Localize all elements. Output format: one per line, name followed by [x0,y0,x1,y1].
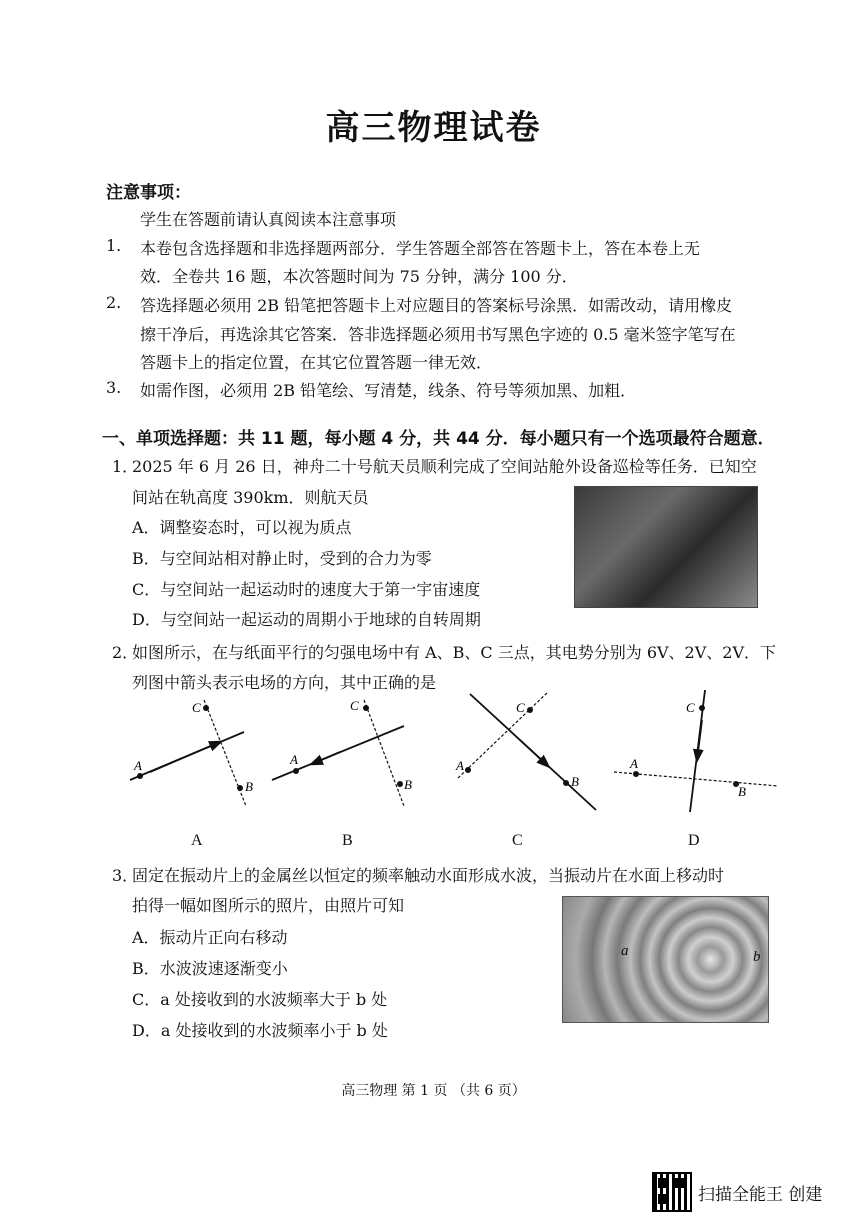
point-label-c: C [350,698,359,713]
point-label-a: A [456,758,464,773]
point-label-c: C [686,700,695,715]
section-heading: 一、单项选择题：共 11 题，每小题 4 分，共 44 分．每小题只有一个选项最符合题意． [102,429,775,449]
q1-stem-line-1: 2025 年 6 月 26 日，神舟二十号航天员顺利完成了空间站舱外设备巡检等任务．已知空 [132,457,757,476]
notice-item-2-num: 2. [106,293,122,312]
notice-item-2-line-1: 答选择题必须用 2B 铅笔把答题卡上对应题目的答案标号涂黑．如需改动，请用橡皮 [140,296,733,315]
notice-item-3-num: 3. [106,378,122,397]
q2-figure-label-a: A [191,832,203,849]
q2-stem-line-2: 列图中箭头表示电场的方向，其中正确的是 [132,673,437,692]
notice-item-1-num: 1. [106,236,122,255]
notice-intro: 学生在答题前请认真阅读本注意事项 [140,210,397,229]
point-label-b: B [245,779,253,794]
q3-stem-line-2: 拍得一幅如图所示的照片，由照片可知 [132,896,405,915]
point-label-a: A [290,752,298,767]
water-wave-photo [562,896,769,1023]
scanner-watermark: 扫描全能王 创建 [698,1185,823,1205]
q2-stem-line-1: 如图所示，在与纸面平行的匀强电场中有 A、B、C 三点，其电势分别为 6V、2V、2V．下 [132,643,777,662]
photo-label-b: b [753,949,761,965]
point-label-b: B [738,784,746,799]
q1-option-b: B．与空间站相对静止时，受到的合力为零 [132,549,432,568]
notice-heading: 注意事项： [106,183,191,203]
page-title: 高三物理试卷 [325,108,542,148]
qr-code-icon [652,1172,692,1212]
point-label-a: A [630,756,638,771]
photo-label-a: a [621,943,629,959]
q3-stem-line-1: 固定在振动片上的金属丝以恒定的频率触动水面形成水波，当振动片在水面上移动时 [132,866,725,885]
q2-figure-label-c: C [512,832,523,849]
q2-diagram-a [130,700,253,806]
q2-field-diagrams [0,690,867,850]
q2-diagram-c [455,692,596,810]
q2-number: 2． [112,643,139,662]
notice-item-2-line-3: 答题卡上的指定位置，在其它位置答题一律无效． [140,353,493,372]
q2-diagram-b [272,698,412,806]
point-label-a: A [134,758,142,773]
q1-option-c: C．与空间站一起运动时的速度大于第一宇宙速度 [132,580,481,599]
q3-option-d: D．a 处接收到的水波频率小于 b 处 [132,1021,388,1040]
notice-item-3-line-1: 如需作图，必须用 2B 铅笔绘、写清楚，线条、符号等须加黑、加粗． [140,381,637,400]
q1-option-d: D．与空间站一起运动的周期小于地球的自转周期 [132,610,481,629]
q1-number: 1． [112,457,139,476]
q3-option-a: A．振动片正向右移动 [132,928,288,947]
point-label-b: B [571,774,579,789]
q2-diagram-d [614,690,778,812]
notice-item-2-line-2: 擦干净后，再选涂其它答案．答非选择题必须用书写黑色字迹的 0.5 毫米签字笔写在 [140,325,736,344]
q3-option-c: C．a 处接收到的水波频率大于 b 处 [132,990,388,1009]
q3-option-b: B．水波波速逐渐变小 [132,959,288,978]
point-label-c: C [516,700,525,715]
q3-number: 3． [112,866,139,885]
point-label-c: C [192,700,201,715]
notice-item-1-line-2: 效．全卷共 16 题，本次答题时间为 75 分钟，满分 100 分． [140,267,578,286]
q2-figure-label-d: D [688,832,700,849]
q1-option-a: A．调整姿态时，可以视为质点 [132,518,352,537]
point-label-b: B [404,777,412,792]
astronaut-photo [574,486,758,608]
page-footer: 高三物理 第 1 页 （共 6 页） [341,1083,526,1099]
q1-stem-line-2: 间站在轨高度 390km．则航天员 [132,488,369,507]
q2-figure-label-b: B [342,832,353,849]
notice-item-1-line-1: 本卷包含选择题和非选择题两部分．学生答题全部答在答题卡上，答在本卷上无 [140,239,701,258]
